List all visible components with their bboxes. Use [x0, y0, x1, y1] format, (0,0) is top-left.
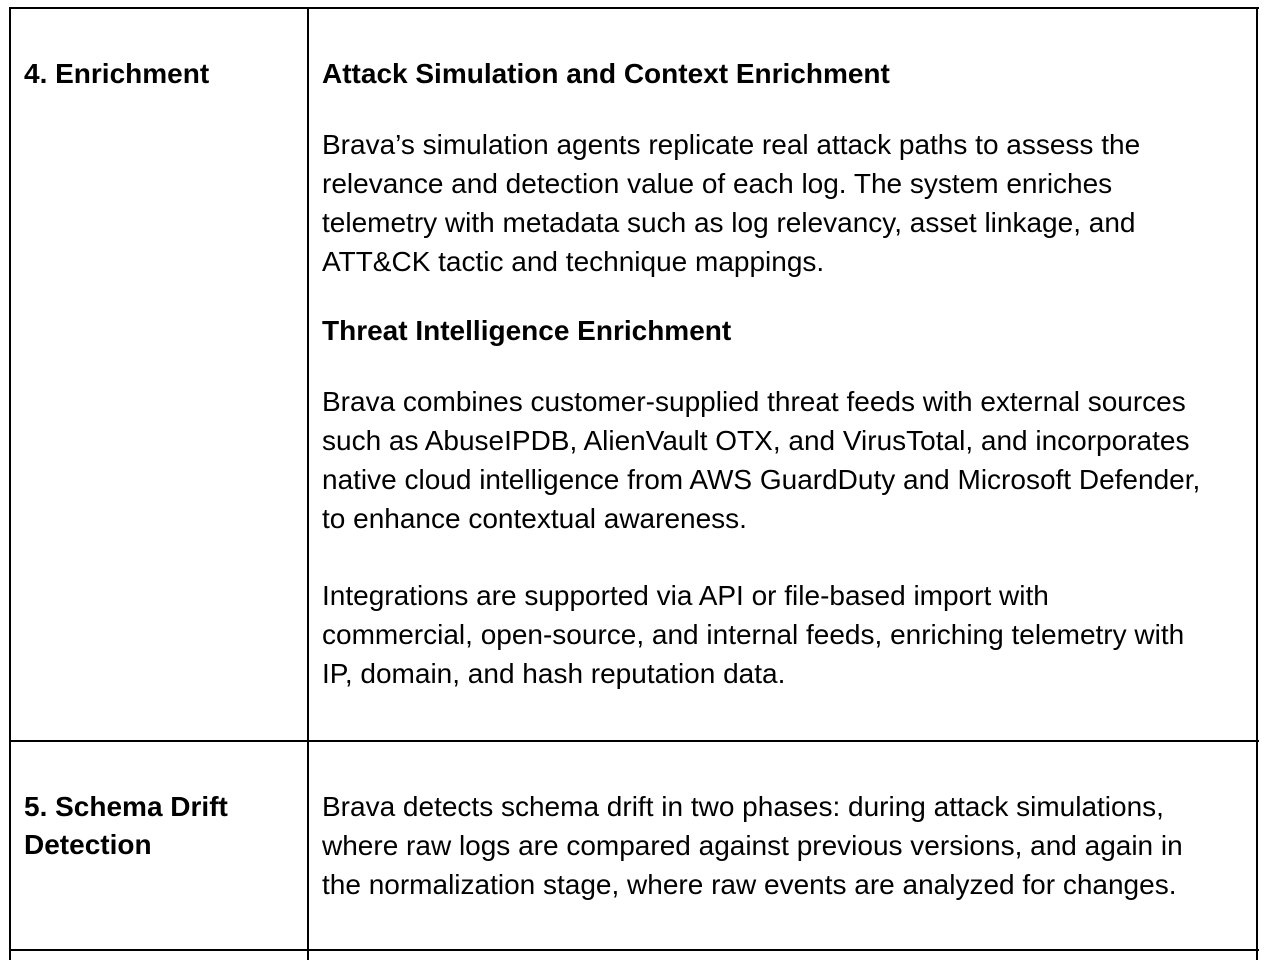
paragraph-line: Brava detects schema drift in two phases: during attack simulations,: [322, 791, 1164, 822]
paragraph-line: the normalization stage, where raw events are analyzed for changes.: [322, 869, 1177, 900]
row-label: 4. Enrichment: [24, 58, 210, 89]
paragraph-line: Integrations are supported via API or file-based import with: [322, 580, 1049, 611]
column-divider: [307, 7, 309, 960]
table-border-top: [10, 7, 1259, 9]
paragraph-line: Brava combines customer-supplied threat feeds with external sources: [322, 386, 1186, 417]
paragraph-line: native cloud intelligence from AWS GuardDuty and Microsoft Defender,: [322, 464, 1201, 495]
row-label: 5. Schema Drift: [24, 791, 228, 822]
section-heading: Attack Simulation and Context Enrichment: [322, 58, 890, 89]
paragraph-line: Brava’s simulation agents replicate real attack paths to assess the: [322, 129, 1141, 160]
row-label: Detection: [24, 829, 152, 860]
table-border-left: [9, 7, 11, 960]
paragraph-line: such as AbuseIPDB, AlienVault OTX, and VirusTotal, and incorporates: [322, 425, 1190, 456]
section-heading: Threat Intelligence Enrichment: [322, 315, 732, 346]
paragraph-line: where raw logs are compared against previous versions, and again in: [322, 830, 1183, 861]
row-divider: [10, 740, 1259, 742]
paragraph-line: IP, domain, and hash reputation data.: [322, 658, 786, 689]
paragraph-line: to enhance contextual awareness.: [322, 503, 747, 534]
table-border-right: [1256, 7, 1258, 960]
paragraph-line: relevance and detection value of each log. The system enriches: [322, 168, 1113, 199]
paragraph-line: telemetry with metadata such as log relevancy, asset linkage, and: [322, 207, 1136, 238]
paragraph-line: ATT&CK tactic and technique mappings.: [322, 246, 825, 277]
paragraph-line: commercial, open-source, and internal feeds, enriching telemetry with: [322, 619, 1185, 650]
row-divider: [10, 949, 1259, 951]
